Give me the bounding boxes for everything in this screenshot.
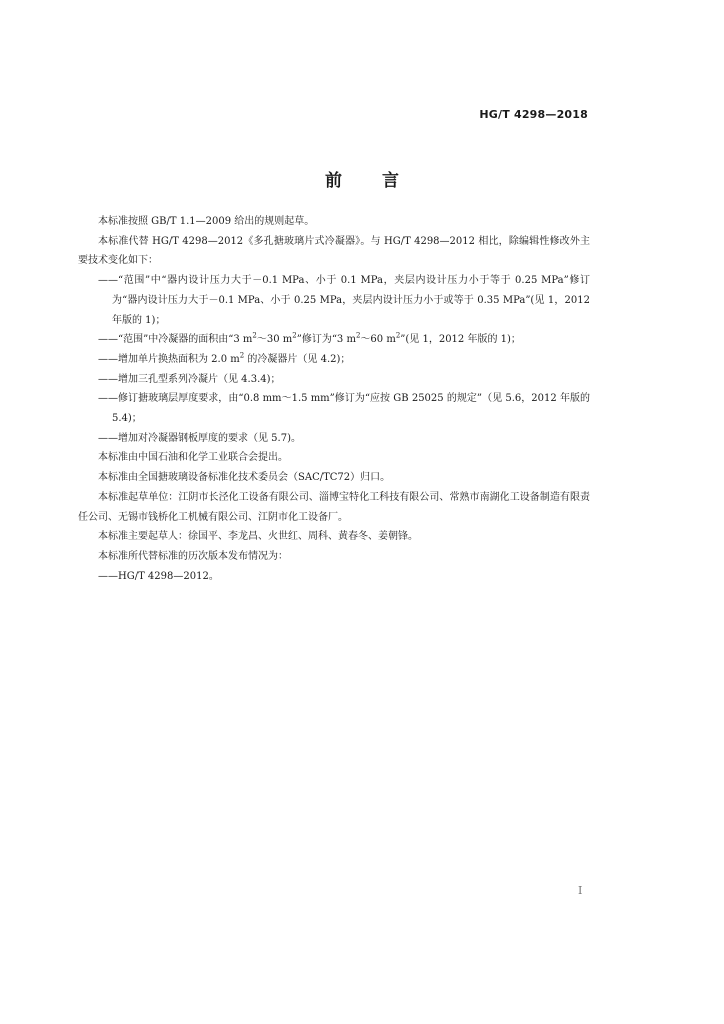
document-body <box>78 212 590 586</box>
change-list-item: ——“范围”中“器内设计压力大于－0.1 MPa、小于 0.1 MPa，夹层内设计压力小于等于 0.25 MPa”修订为“器内设计压力大于－0.1 MPa、小于 0.25 MPa，夹层内设计压力小于或等于 0.35 MPa”(见 1，2012 年版的 1)； <box>98 275 590 326</box>
page-title: 前 言 <box>325 171 399 191</box>
change-list-item: ——修订搪玻璃层厚度要求，由“0.8 mm～1.5 mm”修订为“应按 GB 25025 的规定”（见 5.6，2012 年版的 5.4)； <box>98 393 590 425</box>
body-paragraph: 本标准由全国搪玻璃设备标准化技术委员会（SAC/TC72）归口。 <box>98 472 391 484</box>
body-paragraph: 本标准起草单位：江阴市长泾化工设备有限公司、淄博宝特化工科技有限公司、常熟市南湖化工设备制造有限责任公司、无锡市钱桥化工机械有限公司、江阴市化工设备厂。 <box>78 491 590 523</box>
change-list-item: ——增加三孔型系列冷凝片（见 4.3.4)； <box>98 373 281 385</box>
body-paragraph: 本标准代替 HG/T 4298—2012《多孔搪玻璃片式冷凝器》。与 HG/T 4298—2012 相比，除编辑性修改外主要技术变化如下： <box>78 235 590 267</box>
change-list-item: ——增加单片换热面积为 2.0 $m^2$ 的冷凝器片（见 4.2)； <box>98 351 351 365</box>
page-number: I <box>578 884 583 897</box>
body-paragraph: 本标准主要起草人：徐国平、李龙昌、火世红、周科、黄春冬、姜朝锋。 <box>98 531 418 543</box>
change-list-item: ——HG/T 4298—2012。 <box>98 570 219 582</box>
body-paragraph: 本标准按照 GB/T 1.1—2009 给出的规则起草。 <box>98 216 315 227</box>
standard-code-header: HG/T 4298—2018 <box>479 108 588 121</box>
body-paragraph: 本标准所代替标准的历次版本发布情况为： <box>98 550 288 562</box>
body-paragraph: 本标准由中国石油和化学工业联合会提出。 <box>98 452 288 464</box>
change-list-item: ——“范围”中冷凝器的面积由“3 $m^2\sim 30$ $m^2$”修订为“3 $m^2\sim 60$ $m^2$”(见 1，2012 年版的 1)； <box>98 331 521 346</box>
change-list-item: ——增加对冷凝器钢板厚度的要求（见 5.7)。 <box>98 432 301 444</box>
